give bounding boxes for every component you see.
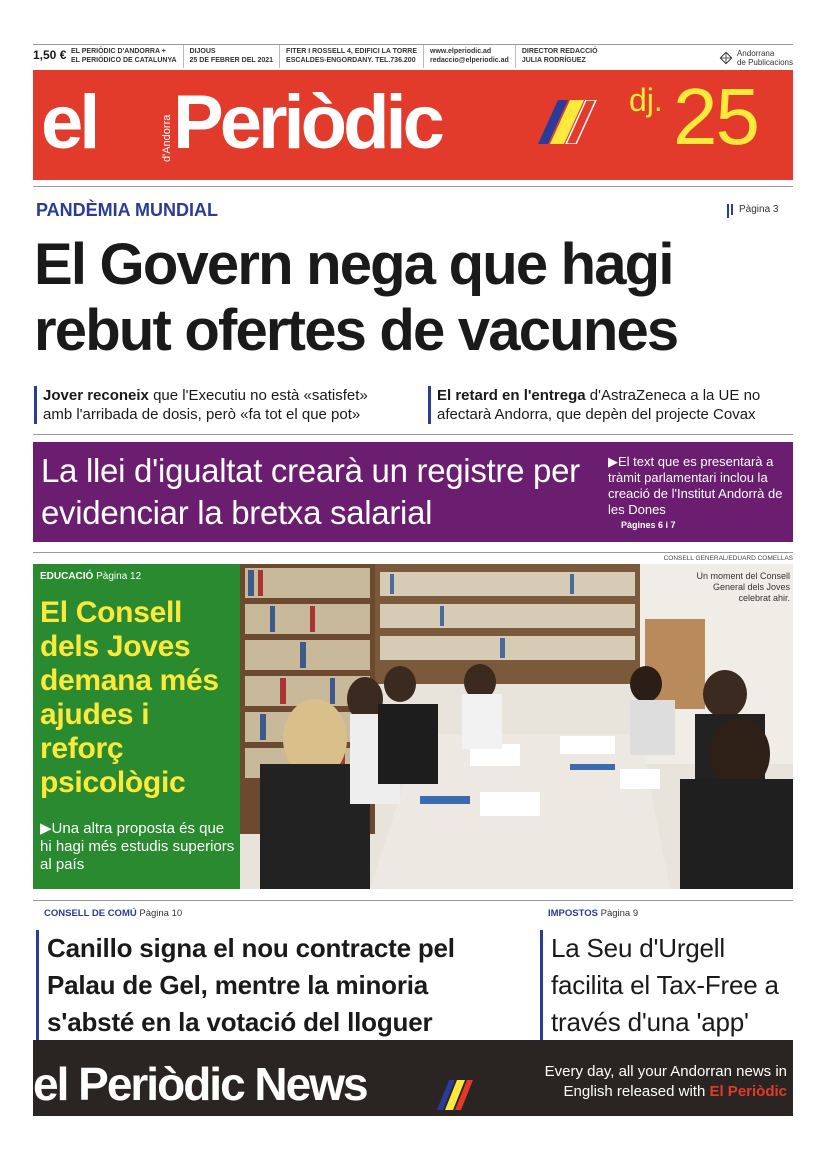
andorra-flag-logo-icon: [538, 100, 604, 144]
equality-law-pages: Pàgines 6 i 7: [621, 520, 676, 530]
price: 1,50 €: [33, 48, 67, 62]
diamond-icon: [719, 51, 733, 65]
masthead-date-number: 25: [673, 72, 758, 161]
main-kicker: PANDÈMIA MUNDIAL: [36, 200, 218, 220]
main-subhead-right: El retard en l'entrega d'AstraZeneca a la UE no afectarà Andorra, que depèn del projecte Covax: [428, 386, 792, 424]
canillo-kicker: CONSELL DE COMÚ Pàgina 10: [44, 908, 183, 919]
address: FITER I ROSSELL 4, EDIFICI LA TORRE ESCALDES-ENGORDANY. TEL.736.200: [279, 45, 423, 68]
director-info: DIRECTOR REDACCIÓ JULIA RODRÍGUEZ: [515, 45, 604, 68]
masthead-andorra: [159, 82, 173, 168]
top-info-bar: [33, 44, 793, 68]
main-subhead-left: Jover reconeix que l'Executiu no està «satisfet» amb l'arribada de dosis, però «fa tot el que pot»: [34, 386, 398, 424]
taxfree-kicker: IMPOSTOS Pàgina 9: [548, 908, 639, 919]
main-page-ref: Pàgina 3: [731, 204, 778, 215]
publisher-logo: Andorrana de Publicacions: [719, 45, 793, 68]
divider: [33, 900, 793, 901]
periodic-news-banner[interactable]: [33, 1040, 793, 1116]
taxfree-headline[interactable]: La Seu d'Urgell facilita el Tax-Free a través d'una 'app': [540, 930, 790, 1041]
youth-council-summary: ▶Una altra proposta és que hi hagi més estudis superiors al país: [40, 820, 235, 873]
equality-law-summary: ▶El text que es presentarà a tràmit parlamentari inclou la creació de l'Institut Andorrà de les Dones: [608, 454, 783, 517]
contact-web: www.elperiodic.ad redaccio@elperiodic.ad: [423, 45, 515, 68]
youth-council-kicker: EDUCACIÓ Pàgina 12: [40, 571, 142, 582]
issue-date: DIJOUS 25 DE FEBRER DEL 2021: [183, 45, 280, 68]
equality-law-story[interactable]: [33, 442, 793, 542]
canillo-headline[interactable]: Canillo signa el nou contracte pel Palau de Gel, mentre la minoria s'absté en la votació del lloguer: [36, 930, 520, 1041]
photo-caption: Un moment del Consell General dels Joves celebrat ahir.: [696, 571, 790, 603]
divider: [33, 552, 793, 553]
publisher-info: EL PERIÒDIC D'ANDORRA + EL PERIÓDICO DE CATALUNYA: [71, 48, 177, 64]
divider: [33, 186, 793, 187]
equality-law-headline: La llei d'igualtat crearà un registre per evidenciar la bretxa salarial: [41, 452, 580, 531]
masthead-day: dj.: [629, 82, 663, 118]
photo-credit: CONSELL GENERAL/EDUARD COMELLAS: [663, 555, 793, 562]
periodic-news-tagline: Every day, all your Andorran news in English released with El Periòdic: [544, 1063, 787, 1100]
masthead: [33, 70, 793, 180]
youth-council-story[interactable]: [33, 564, 240, 889]
andorra-flag-logo-icon: [437, 1080, 477, 1110]
library-meeting-image: [240, 564, 793, 889]
youth-council-headline: El Consell dels Joves demana més ajudes i reforç psicològic: [40, 596, 219, 799]
masthead-title: Periòdic: [173, 80, 441, 165]
youth-council-photo: [240, 564, 793, 889]
masthead-el: el: [41, 80, 97, 165]
main-headline[interactable]: El Govern nega que hagi rebut ofertes de vacunes: [34, 232, 678, 363]
periodic-news-logo: el Periòdic News: [33, 1058, 367, 1110]
divider: [33, 434, 793, 435]
svg-text:d'Andorra: d'Andorra: [161, 114, 173, 162]
